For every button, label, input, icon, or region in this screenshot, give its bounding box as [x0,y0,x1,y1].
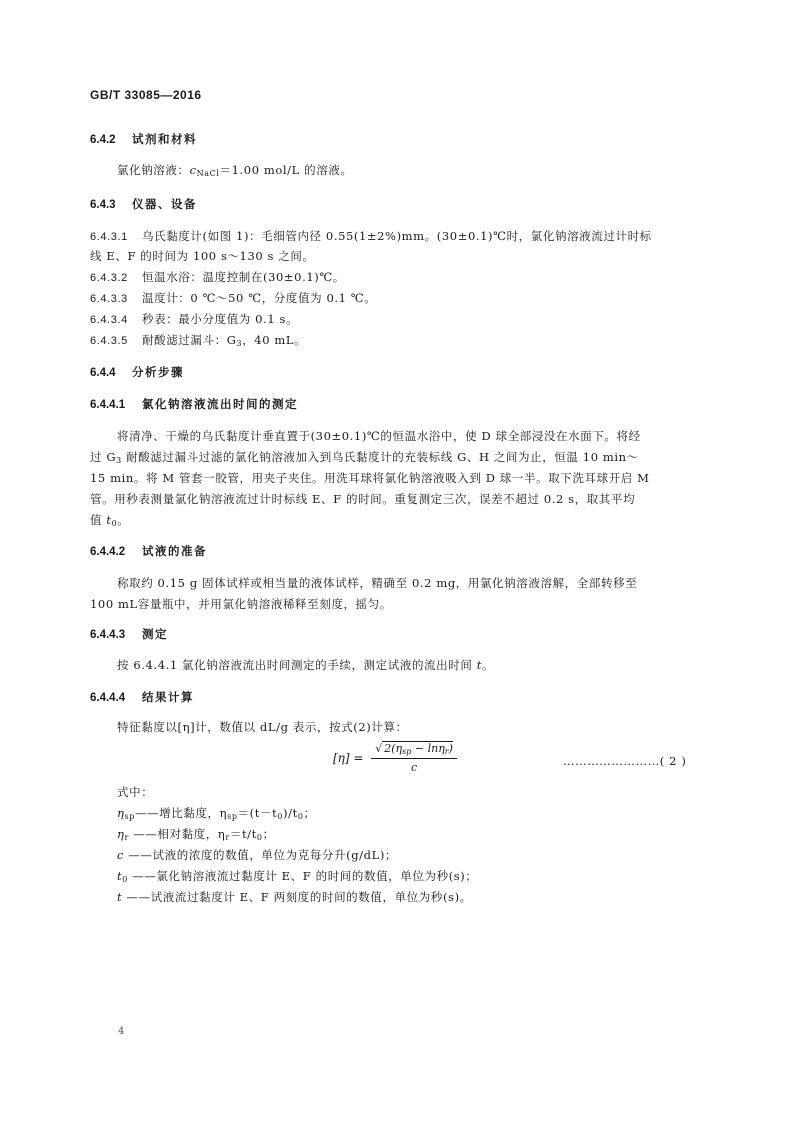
reagent-var: c [189,163,197,177]
formula-num-a: 2(η [384,742,403,755]
clause-6-4-3-4 [90,309,298,330]
clause-number: 6.4.3.1 [90,231,128,243]
para-var: t [476,658,482,672]
def-symbol-sub: r [124,833,129,842]
def-text: 增比黏度，η [159,806,228,820]
para-text-b: 。 [117,513,130,527]
def-text2: ＝(t－t [237,806,278,820]
clause-number: 6.4.3.4 [90,314,128,326]
para-text-b: 耐酸滤过漏斗过滤的氯化钠溶液加入到乌氏黏度计的充装标线 G、H 之间为止，恒温 10 min～ [121,450,639,464]
where-label: 式中： [117,785,154,799]
def-dash: —— [124,848,153,862]
section-number: 6.4.2 [90,134,116,146]
section-6-4-3-heading [90,196,197,212]
section-6-4-4-2-heading [90,543,207,559]
section-number: 6.4.4.3 [90,629,126,641]
section-title: 仪器、设备 [132,199,197,211]
formula-numerator: √ $2(\eta_{sp} - \ln\eta_r)$ [371,742,457,759]
para-text-a: 按 6.4.4.1 氯化钠溶液流出时间测定的手续，测定试液的流出时间 [117,658,477,672]
para-line: 称取约 0.15 g 固体试样或相当量的液体试样，精确至 0.2 mg，用氯化钠溶液溶解，全部转移至 [117,576,638,590]
clause-number: 6.4.3.3 [90,293,128,305]
para-line: 15 min。将 M 管套一胶管，用夹子夹住。用洗耳球将氯化钠溶液吸入到 D 球一半。取下洗耳球开启 M [90,471,650,485]
section-title: 试液的准备 [142,546,207,558]
page-number: 4 [118,1026,125,1037]
def-text: 氯化钠溶液流过黏度计 E、F 的时间的数值，单位为秒(s)； [156,869,478,883]
section-6-4-4-heading [90,364,184,380]
section-title: 结果计算 [142,692,194,704]
def-symbol-sub: 0 [122,875,128,884]
clause-6-4-3-2 [90,267,345,288]
para-line [90,510,129,534]
section-6-4-4-3-heading [90,626,168,642]
para-line: 将清净、干燥的乌氏黏度计垂直置于(30±0.1)℃的恒温水浴中，使 D 球全部浸没在水面下。将经 [117,429,641,443]
def-symbol: t [117,890,123,904]
def-symbol-sub: sp [124,812,135,821]
def-dash: —— [134,806,160,820]
def-sub: sp [227,812,238,821]
para-sub: 3 [116,456,122,465]
reagent-text-a: 氯化钠溶液： [117,163,190,177]
clause-text: 温度计：0 ℃～50 ℃，分度值为 0.1 ℃。 [142,291,377,305]
clause-sub: 3 [236,339,243,348]
section-number: 6.4.4.2 [90,546,126,558]
section-number: 6.4.4.4 [90,692,126,704]
section-6-4-4-1-heading [90,396,298,412]
para-line: 特征黏度以[η]计，数值以 dL/g 表示，按式(2)计算： [117,720,408,734]
para-var: t [106,513,112,527]
def-text: 试液流过黏度计 E、F 两刻度的时间的数值，单位为秒(s)。 [150,890,472,904]
equation-number: ……………………( 2 ) [563,754,687,768]
para-text-a: 值 [90,513,107,527]
clause-6-4-3-1 [90,226,652,247]
section-6-4-2-heading [90,131,197,147]
def-text: 相对黏度，η [157,827,226,841]
clause-text: 乌氏黏度计(如图 1)：毛细管内径 0.55(1±2%)mm。(30±0.1)℃时，氯化钠溶液流过计时标 [142,229,652,243]
clause-text: 秒表：最小分度值为 0.1 s。 [142,312,299,326]
definition-c [117,845,397,865]
clause-6-4-3-3 [90,288,376,309]
formula-lhs: [η] = [333,751,364,765]
formula-fraction [371,742,457,774]
para-sub: 0 [111,519,118,528]
def-sub: 0 [277,812,284,821]
section-title: 氯化钠溶液流出时间的测定 [142,399,298,411]
formula-num-b: − lnη [411,742,445,755]
para-text-a: 过 G [90,450,117,464]
formula-num-sub2: r [444,747,449,756]
standard-code: GB/T 33085—2016 [90,88,202,102]
def-sub: 0 [256,833,263,842]
section-title: 试剂和材料 [132,134,197,146]
para-text-b: 。 [481,658,495,672]
formula-num-sub1: sp [402,747,412,756]
reagent-text-b: ＝1.00 mol/L 的溶液。 [219,163,353,177]
para-line: 100 mL容量瓶中，并用氯化钠溶液稀释至刻度，摇匀。 [90,597,392,611]
def-symbol: η [117,827,125,841]
section-6-4-4-4-heading [90,689,194,705]
def-dash: —— [128,827,158,841]
clause-text-a: 耐酸滤过漏斗：G [142,333,237,347]
section-number: 6.4.4.1 [90,399,126,411]
clause-number: 6.4.3.5 [90,335,128,347]
def-sub: r [225,833,230,842]
def-text: 试液的浓度的数值，单位为克每分升(g/dL)； [152,848,398,862]
clause-text-b: ，40 mL。 [242,333,307,347]
def-symbol: η [117,806,125,820]
section-title: 测定 [142,629,168,641]
section-title: 分析步骤 [132,367,184,379]
def-symbol: t [117,869,123,883]
clause-6-4-3-5 [90,330,306,354]
reagent-line [117,160,353,184]
reagent-sub: NaCl [196,169,220,178]
def-text4: ； [303,806,316,820]
formula-num-c: ) [448,742,453,755]
section-number: 6.4.4 [90,367,116,379]
clause-text: 恒温水浴：温度控制在(30±0.1)℃。 [142,270,345,284]
def-symbol: c [117,848,125,862]
section-number: 6.4.3 [90,199,116,211]
def-text2: ＝t/t [229,827,257,841]
def-text3: )/t [283,806,298,820]
definition-t [117,887,472,907]
def-dash: —— [122,890,151,904]
def-text3: ； [262,827,275,841]
def-sub: 0 [297,812,304,821]
para-line [117,655,494,675]
para-line: 管。用秒表测量氯化钠溶液流过计时标线 E、F 的时间。重复测定三次，误差不超过 0.2 s，取其平均 [90,492,636,506]
formula-2 [333,742,457,774]
formula-denominator: c [411,761,418,774]
clause-6-4-3-1-cont: 线 E、F 的时间为 100 s～130 s 之间。 [90,249,315,263]
clause-number: 6.4.3.2 [90,272,128,284]
def-dash: —— [127,869,157,883]
